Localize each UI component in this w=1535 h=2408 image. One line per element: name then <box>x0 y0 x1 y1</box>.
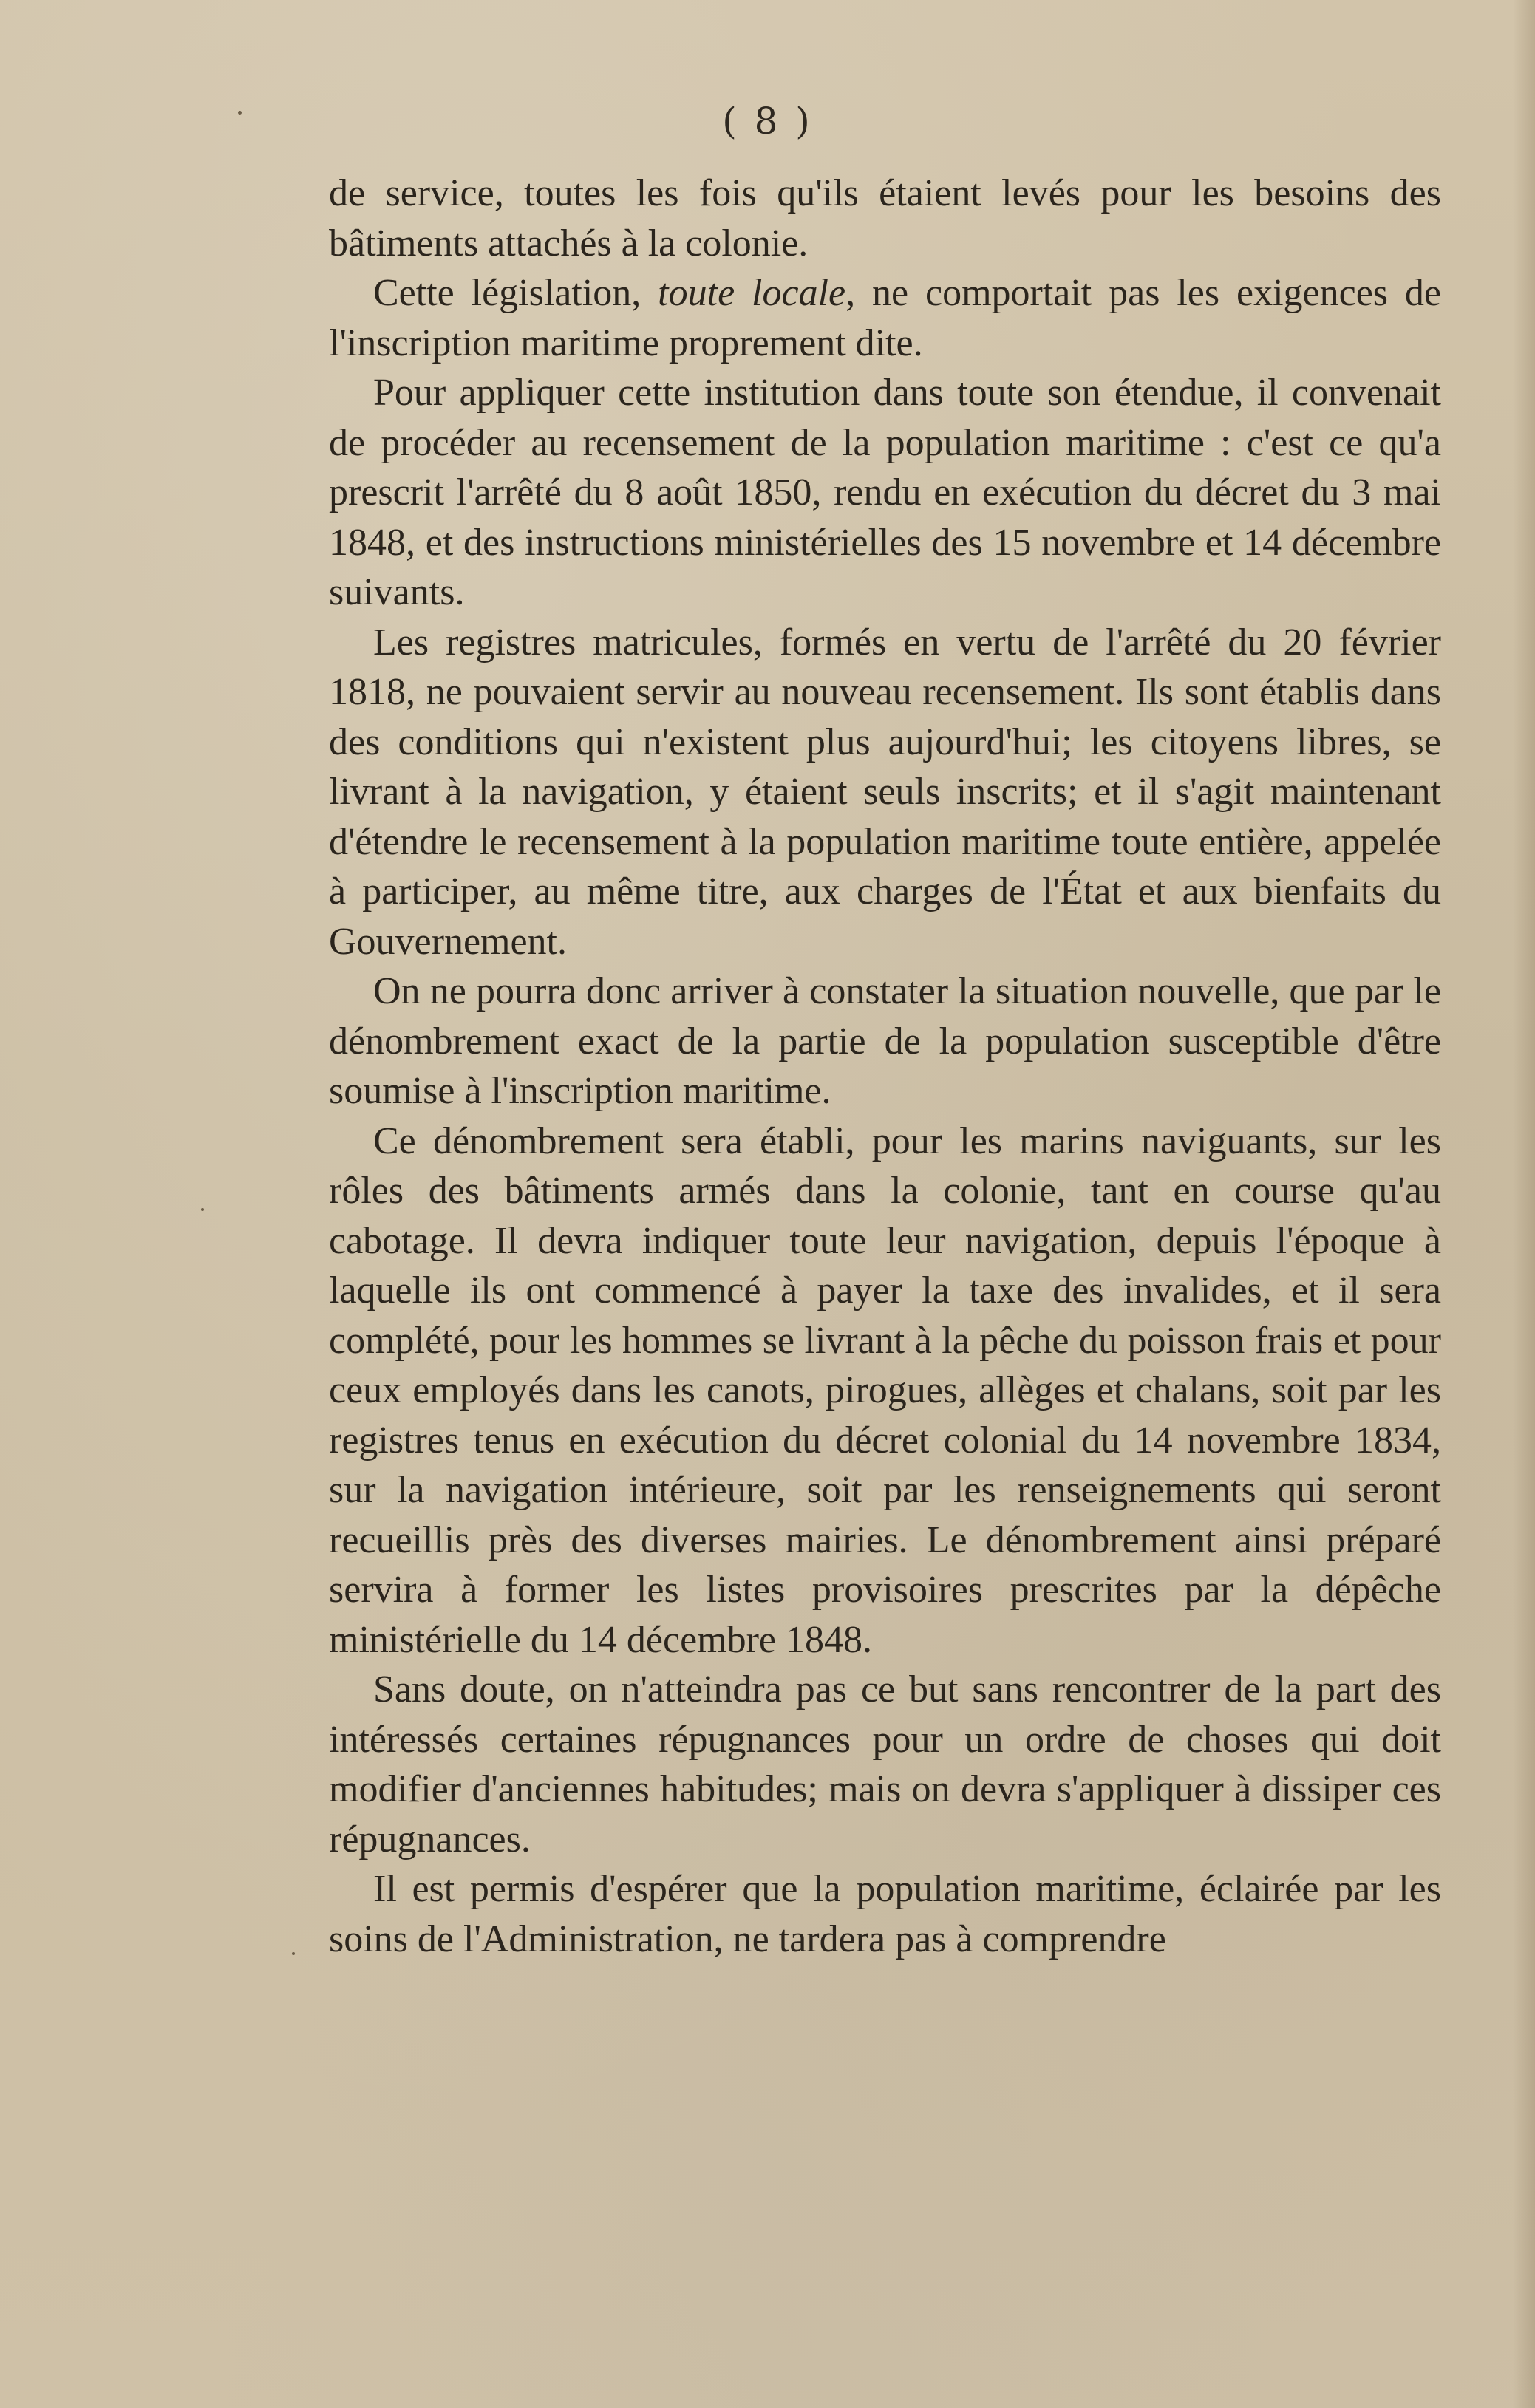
paragraph: de service, toutes les fois qu'ils étaient levés pour les besoins des bâtiments attachés à la colonie. <box>329 172 1441 265</box>
page-edge-shadow <box>1513 0 1535 2408</box>
paragraph: Pour appliquer cette institution dans toute son étendue, il convenait de procéder au recensement de la population maritime : c'est ce qu'a prescrit l'arrêté du 8 août 1850, rendu en exécution du décret du 3 mai 1848, et des instructions ministérielles des 15 novembre et 14 décembre suivants. <box>329 372 1441 613</box>
paragraph: Sans doute, on n'atteindra pas ce but sans rencontrer de la part des intéressés certaines répugnances pour un ordre de choses qui doit modifier d'anciennes habitudes; mais on devra s'appliquer à dissiper ces répugnances. <box>329 1668 1441 1860</box>
paragraph: On ne pourra donc arriver à constater la situation nouvelle, que par le dénombrement exact de la partie de la population susceptible d'être soumise à l'inscription maritime. <box>329 970 1441 1112</box>
ink-speck <box>201 1208 204 1211</box>
paragraph <box>329 268 1441 368</box>
paragraph-text: , ne comportait pas les exigences de l'inscription maritime proprement dite. <box>329 272 1442 364</box>
paragraph: Il est permis d'espérer que la population maritime, éclairée par les soins de l'Administration, ne tardera pas à comprendre <box>329 1868 1441 1960</box>
paragraph: Ce dénombrement sera établi, pour les marins naviguants, sur les rôles des bâtiments armés dans la colonie, tant en course qu'au cabotage. Il devra indiquer toute leur navigation, depuis l'époque à laquelle ils ont commencé à payer la taxe des invalides, et il sera complété, pour les hommes se livrant à la pêche du poisson frais et pour ceux employés dans les canots, pirogues, allèges et chalans, soit par les registres tenus en exécution du décret colonial du 14 novembre 1834, sur la navigation intérieure, soit par les renseignements qui seront recueillis près des diverses mairies. Le dénombrement ainsi préparé servira à former les listes provisoires prescrites par la dépêche ministérielle du 14 décembre 1848. <box>329 1119 1441 1661</box>
page-number: ( 8 ) <box>722 100 813 143</box>
paragraph-text: Cette législation, <box>373 272 658 314</box>
body-text <box>329 168 1441 1964</box>
paragraph: Les registres matricules, formés en vertu de l'arrêté du 20 février 1818, ne pouvaient servir au nouveau recensement. Ils sont établis dans des conditions qui n'existent plus aujourd'hui; les citoyens libres, se livrant à la navigation, y étaient seuls inscrits; et il s'agit maintenant d'étendre le recensement à la population maritime toute entière, appelée à participer, au même titre, aux charges de l'État et aux bienfaits du Gouvernement. <box>329 621 1441 963</box>
italic-phrase: toute locale <box>658 272 846 314</box>
ink-speck <box>292 1952 295 1955</box>
